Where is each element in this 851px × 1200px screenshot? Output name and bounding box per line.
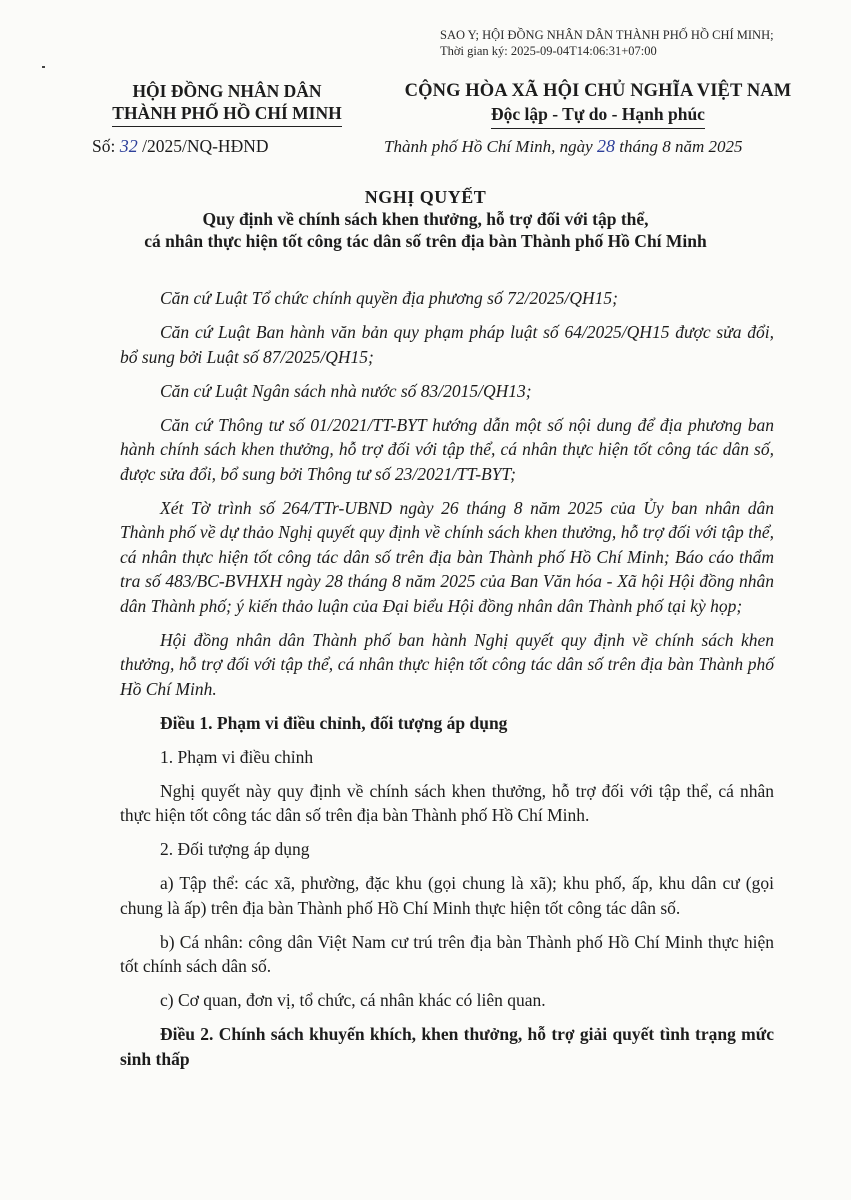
scope-text: Nghị quyết này quy định về chính sách khen thưởng, hỗ trợ đối với tập thể, cá nhân thực hiện tốt công tác dân số trên địa bàn Thành phố Hồ Chí Minh. [120, 780, 774, 825]
subject-a: a) Tập thể: các xã, phường, đặc khu (gọi chung là xã); khu phố, ấp, khu dân cư (gọi chung là ấp) trên địa bàn Thành phố Hồ Chí Minh thực hiện tốt công tác dân số. [120, 873, 774, 918]
scope-heading: 1. Phạm vi điều chỉnh [160, 746, 314, 767]
preamble-clause: Căn cứ Thông tư số 01/2021/TT-BYT hướng dẫn một số nội dung để địa phương ban hành chính sách khen thưởng, hỗ trợ đối với tập thể, cá nhân thực hiện tốt công tác dân số, được sửa đổi, bổ sung bởi Thông tư số 23/2021/TT-BYT; [120, 414, 774, 484]
issuer-line-1: HỘI ĐỒNG NHÂN DÂN [132, 81, 322, 101]
national-name: CỘNG HÒA XÃ HỘI CHỦ NGHĨA VIỆT NAM [404, 81, 792, 101]
subjects-heading: 2. Đối tượng áp dụng [160, 839, 310, 859]
preamble-clause: Xét Tờ trình số 264/TTr-UBND ngày 26 tháng 8 năm 2025 của Ủy ban nhân dân Thành phố về dự thảo Nghị quyết quy định về chính sách khen thưởng, hỗ trợ đối với tập thể, cá nhân thực hiện tốt công tác dân số trên địa bàn Thành phố Hồ Chí Minh; Báo cáo thẩm tra số 483/BC-BVHXH ngày 28 tháng 8 năm 2025 của Ban Văn hóa - Xã hội Hội đồng nhân dân Thành phố; ý kiến thảo luận của Đại biểu Hội đồng nhân dân Thành phố tại kỳ họp; [120, 497, 774, 616]
document-number [92, 136, 269, 157]
preamble-clause: Hội đồng nhân dân Thành phố ban hành Nghị quyết quy định về chính sách khen thưởng, hỗ trợ đối với tập thể, cá nhân thực hiện tốt công tác dân số trên địa bàn Thành phố Hồ Chí Minh. [120, 629, 774, 699]
document-body [120, 286, 774, 1081]
national-header [368, 80, 828, 129]
document-title [60, 186, 791, 252]
number-handwritten: 32 [119, 136, 138, 156]
subject-line-2: cá nhân thực hiện tốt công tác dân số trên địa bàn Thành phố Hồ Chí Minh [144, 231, 707, 251]
signature-line-1: SAO Y; HỘI ĐỒNG NHÂN DÂN THÀNH PHỐ HỒ CHÍ MINH; [440, 28, 774, 42]
date-suffix: tháng 8 năm 2025 [614, 137, 743, 156]
date-day-handwritten: 28 [596, 136, 615, 156]
subject-c: c) Cơ quan, đơn vị, tổ chức, cá nhân khác có liên quan. [160, 990, 546, 1010]
issuer-line-2: THÀNH PHỐ HỒ CHÍ MINH [112, 102, 341, 127]
document-date [384, 136, 742, 157]
preamble-clause: Căn cứ Luật Tổ chức chính quyền địa phương số 72/2025/QH15; [160, 288, 618, 308]
digital-signature-stamp [440, 27, 774, 59]
article-2-heading: Điều 2. Chính sách khuyến khích, khen thưởng, hỗ trợ giải quyết tình trạng mức sinh thấp [120, 1024, 774, 1069]
preamble-clause: Căn cứ Luật Ngân sách nhà nước số 83/2015/QH13; [160, 380, 532, 401]
subject-line-1: Quy định về chính sách khen thưởng, hỗ trợ đối với tập thể, [202, 209, 649, 229]
number-prefix: Số: [92, 136, 120, 156]
signature-line-2: Thời gian ký: 2025-09-04T14:06:31+07:00 [440, 44, 657, 58]
number-suffix: /2025/NQ-HĐND [137, 136, 269, 156]
preamble-clause: Căn cứ Luật Ban hành văn bản quy phạm pháp luật số 64/2025/QH15 được sửa đổi, bổ sung bởi Luật số 87/2025/QH15; [120, 322, 774, 367]
article-1-heading: Điều 1. Phạm vi điều chỉnh, đối tượng áp dụng [160, 712, 508, 733]
issuer-header [72, 80, 382, 127]
subject-b: b) Cá nhân: công dân Việt Nam cư trú trên địa bàn Thành phố Hồ Chí Minh thực hiện tốt chính sách dân số. [120, 931, 774, 976]
national-motto: Độc lập - Tự do - Hạnh phúc [491, 103, 705, 129]
date-prefix: Thành phố Hồ Chí Minh, ngày [384, 137, 597, 156]
scan-speck [42, 66, 45, 68]
document-type: NGHỊ QUYẾT [364, 187, 487, 207]
